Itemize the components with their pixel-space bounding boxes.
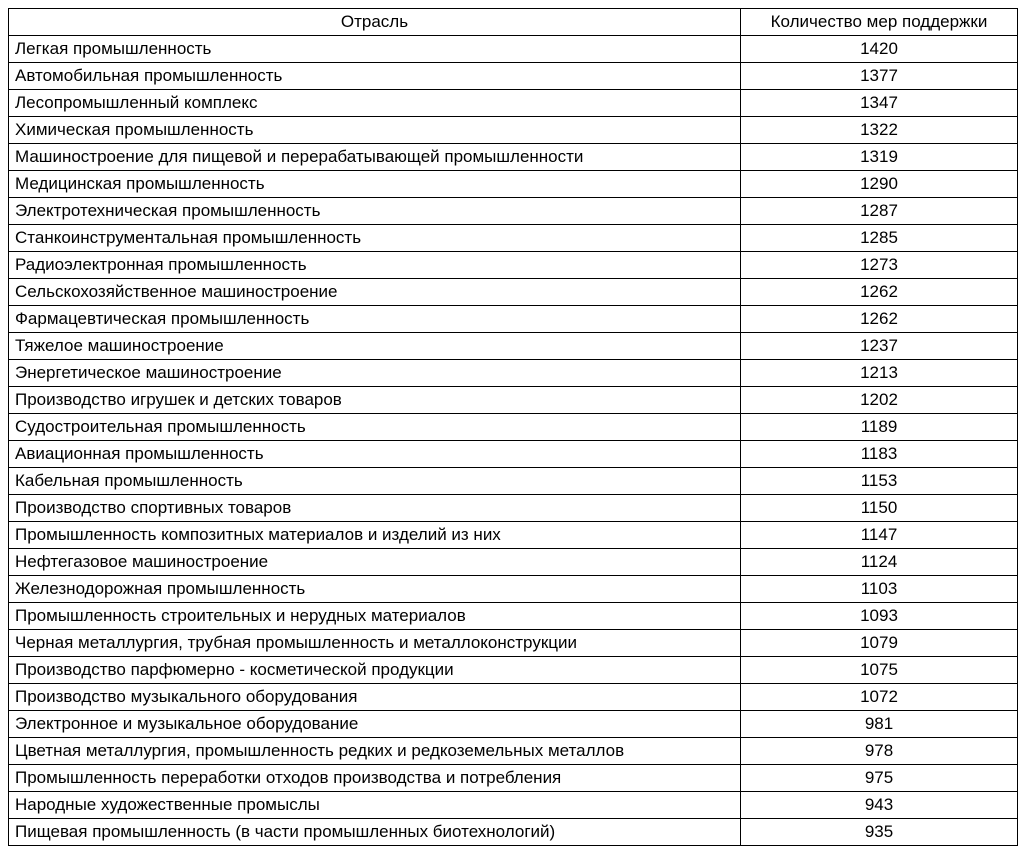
industry-cell: Автомобильная промышленность [9,63,741,90]
table-row [9,63,1018,90]
support-count-cell: 1262 [741,279,1018,306]
table-row [9,603,1018,630]
table-header-row [9,9,1018,36]
support-count-cell: 1273 [741,252,1018,279]
table-row [9,630,1018,657]
industry-cell: Нефтегазовое машиностроение [9,549,741,576]
industry-cell: Судостроительная промышленность [9,414,741,441]
support-count-cell: 1237 [741,333,1018,360]
table-row [9,765,1018,792]
support-count-cell: 1075 [741,657,1018,684]
support-count-cell: 1150 [741,495,1018,522]
table-row [9,90,1018,117]
support-count-cell: 1377 [741,63,1018,90]
support-count-cell: 1319 [741,144,1018,171]
support-count-cell: 1322 [741,117,1018,144]
table-row [9,333,1018,360]
industry-cell: Пищевая промышленность (в части промышленных биотехнологий) [9,819,741,846]
industry-cell: Кабельная промышленность [9,468,741,495]
support-count-cell: 1347 [741,90,1018,117]
support-count-cell: 1202 [741,387,1018,414]
table-row [9,198,1018,225]
support-count-cell: 1124 [741,549,1018,576]
support-count-cell: 1290 [741,171,1018,198]
support-count-cell: 1093 [741,603,1018,630]
industry-cell: Электронное и музыкальное оборудование [9,711,741,738]
industry-cell: Электротехническая промышленность [9,198,741,225]
industry-cell: Промышленность строительных и нерудных материалов [9,603,741,630]
industry-cell: Производство парфюмерно - косметической продукции [9,657,741,684]
support-count-cell: 1189 [741,414,1018,441]
industry-cell: Медицинская промышленность [9,171,741,198]
industry-cell: Фармацевтическая промышленность [9,306,741,333]
industry-cell: Энергетическое машиностроение [9,360,741,387]
industry-cell: Радиоэлектронная промышленность [9,252,741,279]
table-row [9,225,1018,252]
table-body [9,36,1018,846]
industry-cell: Производство игрушек и детских товаров [9,387,741,414]
table-row [9,360,1018,387]
table-row [9,684,1018,711]
support-count-cell: 1420 [741,36,1018,63]
industry-cell: Промышленность переработки отходов производства и потребления [9,765,741,792]
support-count-cell: 1285 [741,225,1018,252]
table-row [9,144,1018,171]
industry-cell: Химическая промышленность [9,117,741,144]
support-count-cell: 1079 [741,630,1018,657]
support-count-cell: 1183 [741,441,1018,468]
industry-cell: Промышленность композитных материалов и изделий из них [9,522,741,549]
table-row [9,117,1018,144]
table-row [9,279,1018,306]
table-row [9,711,1018,738]
table-row [9,576,1018,603]
table-row [9,657,1018,684]
table-row [9,441,1018,468]
support-count-cell: 943 [741,792,1018,819]
industry-cell: Лесопромышленный комплекс [9,90,741,117]
support-measures-table [8,8,1018,846]
support-count-cell: 1147 [741,522,1018,549]
table-row [9,819,1018,846]
industry-cell: Сельскохозяйственное машиностроение [9,279,741,306]
table-row [9,468,1018,495]
support-count-cell: 1153 [741,468,1018,495]
support-count-cell: 1287 [741,198,1018,225]
column-header-count: Количество мер поддержки [741,9,1018,36]
industry-cell: Железнодорожная промышленность [9,576,741,603]
table-row [9,36,1018,63]
column-header-industry: Отрасль [9,9,741,36]
support-count-cell: 1262 [741,306,1018,333]
table-row [9,306,1018,333]
table-row [9,738,1018,765]
support-count-cell: 978 [741,738,1018,765]
industry-cell: Тяжелое машиностроение [9,333,741,360]
table-row [9,549,1018,576]
industry-cell: Народные художественные промыслы [9,792,741,819]
support-count-cell: 1213 [741,360,1018,387]
industry-cell: Черная металлургия, трубная промышленность и металлоконструкции [9,630,741,657]
support-count-cell: 935 [741,819,1018,846]
table-row [9,522,1018,549]
table-row [9,495,1018,522]
industry-cell: Легкая промышленность [9,36,741,63]
table-row [9,252,1018,279]
industry-cell: Авиационная промышленность [9,441,741,468]
table-row [9,387,1018,414]
industry-cell: Машиностроение для пищевой и перерабатывающей промышленности [9,144,741,171]
support-count-cell: 1072 [741,684,1018,711]
industry-cell: Производство спортивных товаров [9,495,741,522]
support-count-cell: 1103 [741,576,1018,603]
table-row [9,792,1018,819]
support-count-cell: 981 [741,711,1018,738]
table-row [9,171,1018,198]
table-row [9,414,1018,441]
support-count-cell: 975 [741,765,1018,792]
industry-cell: Станкоинструментальная промышленность [9,225,741,252]
industry-cell: Производство музыкального оборудования [9,684,741,711]
industry-cell: Цветная металлургия, промышленность редких и редкоземельных металлов [9,738,741,765]
